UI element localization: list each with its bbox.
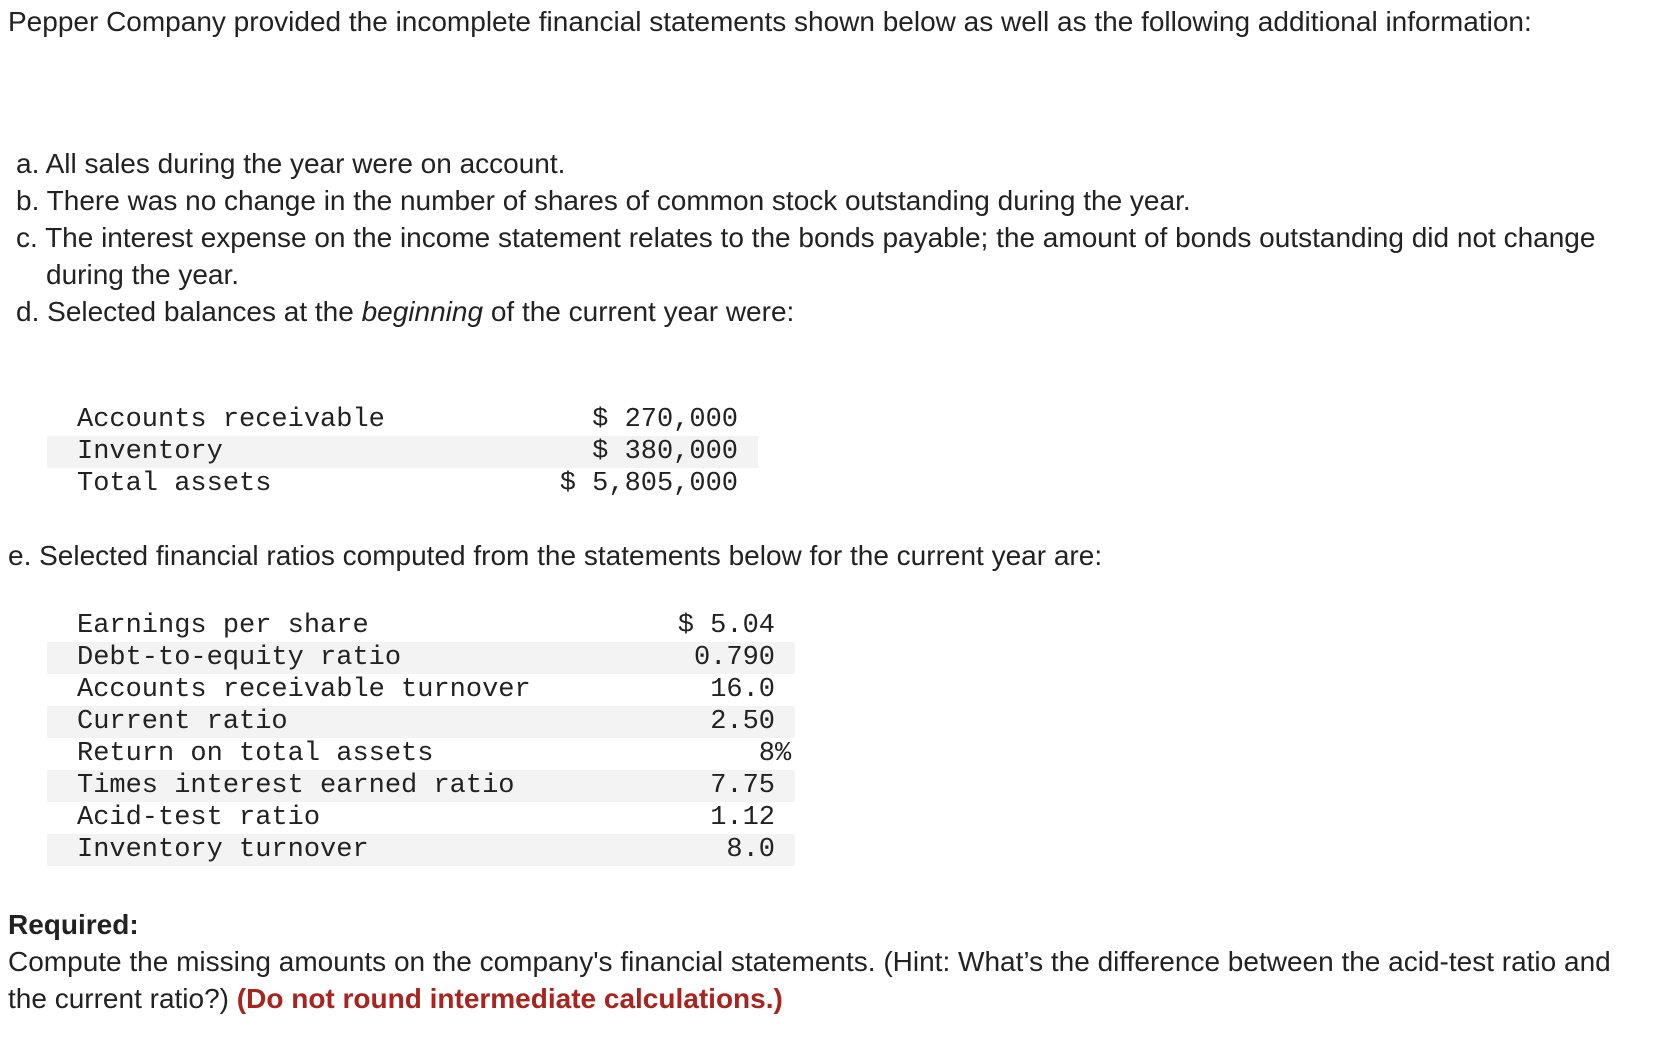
info-item-a: [16, 145, 1646, 182]
balance-label: Accounts receivable: [77, 405, 385, 435]
balance-label: Inventory: [47, 436, 493, 468]
info-item-text-before: Selected balances at the: [47, 296, 362, 327]
table-row: [47, 468, 758, 500]
info-item-c: [16, 219, 1646, 293]
table-row: [47, 738, 795, 770]
table-row: [47, 770, 795, 802]
table-row: [47, 642, 795, 674]
info-item-text: There was no change in the number of shares of common stock outstanding during the year.: [46, 185, 1191, 216]
ratio-value: 7.75: [710, 771, 775, 801]
beginning-balances-table: [47, 404, 758, 500]
info-item-letter: c.: [16, 222, 38, 253]
ratio-label: Times interest earned ratio: [47, 770, 605, 802]
ratio-value: $ 5.04: [677, 611, 775, 641]
ratio-value: 16.0: [710, 675, 775, 705]
intro-paragraph: Pepper Company provided the incomplete financial statements shown below as well as the following additional information:: [8, 6, 1532, 37]
ratios-intro: e. Selected financial ratios computed from the statements below for the current year are:: [8, 540, 1103, 571]
table-row: [47, 404, 758, 436]
ratio-label: Earnings per share: [77, 611, 369, 641]
required-instructions: Compute the missing amounts on the company's financial statements. (Hint: What’s the difference between the acid-test ratio and the current ratio?): [8, 946, 1611, 1014]
table-row: [47, 834, 795, 866]
info-item-letter: b.: [16, 185, 40, 216]
additional-info-list: [16, 145, 1646, 330]
required-heading: Required:: [8, 909, 139, 940]
ratio-value: 1.12: [710, 803, 775, 833]
required-note: (Do not round intermediate calculations.): [236, 983, 783, 1014]
table-row: [47, 674, 795, 706]
info-item-letter: a.: [16, 148, 40, 179]
table-row: [47, 802, 795, 834]
ratio-suffix: %: [775, 739, 792, 769]
ratio-label: Return on total assets: [77, 739, 434, 769]
info-item-text: All sales during the year were on account.: [45, 148, 566, 179]
info-item-text: The interest expense on the income statement relates to the bonds payable; the amount of bonds outstanding did not change during the year.: [45, 222, 1596, 290]
ratio-value: 8: [758, 739, 775, 769]
ratio-label: Accounts receivable turnover: [77, 675, 531, 705]
table-row: [47, 706, 795, 738]
info-item-emphasis: beginning: [361, 296, 484, 327]
info-item-letter: d.: [16, 296, 40, 327]
ratio-label: Current ratio: [47, 706, 605, 738]
balance-value: $ 5,805,000: [559, 469, 738, 499]
required-text: [8, 943, 1648, 1017]
balance-label: Total assets: [77, 469, 272, 499]
table-row: [47, 610, 795, 642]
info-item-text-after: of the current year were:: [483, 296, 795, 327]
ratio-label: Acid-test ratio: [77, 803, 321, 833]
financial-ratios-table: [47, 610, 795, 866]
balance-value: $ 270,000: [592, 405, 738, 435]
info-item-d: [16, 293, 1646, 330]
ratio-value: 8.0: [726, 835, 775, 865]
ratio-label: Debt-to-equity ratio: [47, 642, 605, 674]
info-item-b: [16, 182, 1646, 219]
ratio-value: 2.50: [710, 707, 775, 737]
balance-value: $ 380,000: [493, 436, 758, 468]
table-row: [47, 436, 758, 468]
ratio-label: Inventory turnover: [47, 834, 605, 866]
ratio-value: 0.790: [693, 643, 775, 673]
